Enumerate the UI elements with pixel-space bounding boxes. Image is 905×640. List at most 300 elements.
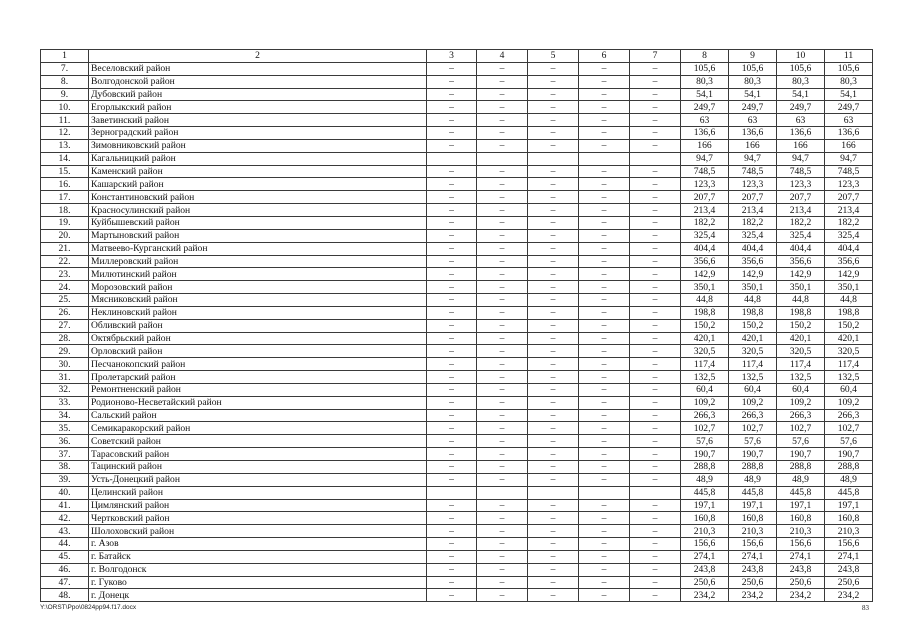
value-cell: 156,6 xyxy=(777,538,825,551)
value-cell: 48,9 xyxy=(777,473,825,486)
table-row xyxy=(41,332,873,345)
value-cell: 132,5 xyxy=(825,371,873,384)
empty-value-cell: – xyxy=(477,576,528,589)
empty-value-cell: – xyxy=(528,127,579,140)
empty-value-cell: – xyxy=(528,461,579,474)
district-name: Матвеево-Курганский район xyxy=(89,242,427,255)
empty-value-cell xyxy=(427,486,477,499)
value-cell: 117,4 xyxy=(777,358,825,371)
value-cell: 80,3 xyxy=(729,75,777,88)
value-cell: 207,7 xyxy=(777,191,825,204)
empty-value-cell: – xyxy=(427,473,477,486)
empty-value-cell: – xyxy=(579,281,630,294)
row-number: 8. xyxy=(41,75,89,88)
table-row xyxy=(41,216,873,229)
value-cell: 250,6 xyxy=(825,576,873,589)
row-number: 42. xyxy=(41,512,89,525)
value-cell: 213,4 xyxy=(825,204,873,217)
empty-value-cell: – xyxy=(630,409,681,422)
table-row xyxy=(41,461,873,474)
value-cell: 250,6 xyxy=(729,576,777,589)
empty-value-cell: – xyxy=(528,371,579,384)
value-cell: 325,4 xyxy=(777,229,825,242)
value-cell: 198,8 xyxy=(825,306,873,319)
empty-value-cell xyxy=(579,486,630,499)
value-cell: 445,8 xyxy=(777,486,825,499)
district-name: Милютинский район xyxy=(89,268,427,281)
header-cell: 6 xyxy=(579,50,630,63)
table-row xyxy=(41,75,873,88)
empty-value-cell: – xyxy=(427,538,477,551)
empty-value-cell: – xyxy=(528,396,579,409)
value-cell: 150,2 xyxy=(729,319,777,332)
value-cell: 182,2 xyxy=(825,216,873,229)
row-number: 33. xyxy=(41,396,89,409)
value-cell: 60,4 xyxy=(729,383,777,396)
header-cell: 8 xyxy=(681,50,729,63)
empty-value-cell: – xyxy=(528,409,579,422)
district-name: Морозовский район xyxy=(89,281,427,294)
value-cell: 445,8 xyxy=(681,486,729,499)
value-cell: 150,2 xyxy=(825,319,873,332)
empty-value-cell: – xyxy=(427,396,477,409)
value-cell: 420,1 xyxy=(681,332,729,345)
empty-value-cell: – xyxy=(630,178,681,191)
row-number: 17. xyxy=(41,191,89,204)
empty-value-cell: – xyxy=(427,512,477,525)
empty-value-cell: – xyxy=(630,88,681,101)
value-cell: 320,5 xyxy=(777,345,825,358)
empty-value-cell: – xyxy=(630,576,681,589)
value-cell: 249,7 xyxy=(825,101,873,114)
empty-value-cell: – xyxy=(630,525,681,538)
table-row xyxy=(41,358,873,371)
district-name: Целинский район xyxy=(89,486,427,499)
value-cell: 288,8 xyxy=(729,461,777,474)
empty-value-cell: – xyxy=(427,268,477,281)
empty-value-cell: – xyxy=(477,139,528,152)
value-cell: 156,6 xyxy=(825,538,873,551)
table-row xyxy=(41,229,873,242)
header-cell: 1 xyxy=(41,50,89,63)
empty-value-cell: – xyxy=(427,563,477,576)
value-cell: 274,1 xyxy=(777,550,825,563)
empty-value-cell: – xyxy=(477,473,528,486)
table-row xyxy=(41,371,873,384)
empty-value-cell: – xyxy=(579,422,630,435)
empty-value-cell xyxy=(528,486,579,499)
empty-value-cell: – xyxy=(427,255,477,268)
row-number: 13. xyxy=(41,139,89,152)
table-row xyxy=(41,62,873,75)
empty-value-cell: – xyxy=(630,268,681,281)
empty-value-cell xyxy=(477,486,528,499)
value-cell: 404,4 xyxy=(777,242,825,255)
empty-value-cell: – xyxy=(427,178,477,191)
row-number: 9. xyxy=(41,88,89,101)
value-cell: 142,9 xyxy=(825,268,873,281)
empty-value-cell: – xyxy=(528,538,579,551)
row-number: 26. xyxy=(41,306,89,319)
empty-value-cell: – xyxy=(427,371,477,384)
value-cell: 105,6 xyxy=(681,62,729,75)
empty-value-cell: – xyxy=(477,127,528,140)
empty-value-cell: – xyxy=(427,229,477,242)
empty-value-cell: – xyxy=(528,358,579,371)
empty-value-cell: – xyxy=(477,319,528,332)
empty-value-cell: – xyxy=(427,139,477,152)
value-cell: 80,3 xyxy=(681,75,729,88)
empty-value-cell: – xyxy=(427,165,477,178)
empty-value-cell: – xyxy=(427,589,477,602)
value-cell: 325,4 xyxy=(729,229,777,242)
value-cell: 54,1 xyxy=(681,88,729,101)
value-cell: 243,8 xyxy=(825,563,873,576)
value-cell: 132,5 xyxy=(681,371,729,384)
value-cell: 234,2 xyxy=(729,589,777,602)
value-cell: 404,4 xyxy=(825,242,873,255)
empty-value-cell: – xyxy=(579,589,630,602)
empty-value-cell: – xyxy=(477,255,528,268)
empty-value-cell: – xyxy=(528,255,579,268)
empty-value-cell: – xyxy=(528,435,579,448)
empty-value-cell: – xyxy=(528,383,579,396)
value-cell: 274,1 xyxy=(681,550,729,563)
district-name: Зерноградский район xyxy=(89,127,427,140)
value-cell: 105,6 xyxy=(825,62,873,75)
table-row xyxy=(41,396,873,409)
value-cell: 102,7 xyxy=(777,422,825,435)
empty-value-cell: – xyxy=(528,75,579,88)
row-number: 39. xyxy=(41,473,89,486)
value-cell: 132,5 xyxy=(777,371,825,384)
value-cell: 48,9 xyxy=(825,473,873,486)
table-row xyxy=(41,88,873,101)
empty-value-cell: – xyxy=(579,88,630,101)
value-cell: 748,5 xyxy=(681,165,729,178)
district-name: Мясниковский район xyxy=(89,294,427,307)
empty-value-cell: – xyxy=(579,191,630,204)
empty-value-cell: – xyxy=(528,345,579,358)
value-cell: 105,6 xyxy=(729,62,777,75)
header-cell: 9 xyxy=(729,50,777,63)
empty-value-cell: – xyxy=(630,332,681,345)
district-name: г. Донецк xyxy=(89,589,427,602)
row-number: 38. xyxy=(41,461,89,474)
empty-value-cell: – xyxy=(477,461,528,474)
empty-value-cell: – xyxy=(579,435,630,448)
empty-value-cell: – xyxy=(630,294,681,307)
table-row xyxy=(41,448,873,461)
empty-value-cell: – xyxy=(579,512,630,525)
table-row xyxy=(41,152,873,165)
empty-value-cell: – xyxy=(427,576,477,589)
row-number: 48. xyxy=(41,589,89,602)
value-cell: 190,7 xyxy=(681,448,729,461)
row-number: 20. xyxy=(41,229,89,242)
empty-value-cell: – xyxy=(477,383,528,396)
empty-value-cell: – xyxy=(630,255,681,268)
value-cell: 190,7 xyxy=(825,448,873,461)
empty-value-cell xyxy=(630,152,681,165)
empty-value-cell: – xyxy=(630,550,681,563)
value-cell: 63 xyxy=(729,114,777,127)
empty-value-cell: – xyxy=(528,448,579,461)
empty-value-cell: – xyxy=(477,165,528,178)
empty-value-cell: – xyxy=(579,550,630,563)
empty-value-cell: – xyxy=(477,409,528,422)
empty-value-cell: – xyxy=(427,409,477,422)
district-name: Красносулинский район xyxy=(89,204,427,217)
district-name: Усть-Донецкий район xyxy=(89,473,427,486)
empty-value-cell: – xyxy=(579,268,630,281)
empty-value-cell: – xyxy=(477,525,528,538)
value-cell: 142,9 xyxy=(729,268,777,281)
district-name: Ремонтненский район xyxy=(89,383,427,396)
row-number: 15. xyxy=(41,165,89,178)
row-number: 12. xyxy=(41,127,89,140)
value-cell: 350,1 xyxy=(825,281,873,294)
value-cell: 356,6 xyxy=(777,255,825,268)
row-number: 37. xyxy=(41,448,89,461)
empty-value-cell: – xyxy=(528,294,579,307)
value-cell: 182,2 xyxy=(681,216,729,229)
empty-value-cell: – xyxy=(528,191,579,204)
empty-value-cell: – xyxy=(630,216,681,229)
empty-value-cell: – xyxy=(427,294,477,307)
value-cell: 198,8 xyxy=(681,306,729,319)
table-row xyxy=(41,409,873,422)
empty-value-cell: – xyxy=(579,473,630,486)
value-cell: 109,2 xyxy=(729,396,777,409)
empty-value-cell: – xyxy=(630,319,681,332)
data-table xyxy=(40,49,873,602)
empty-value-cell: – xyxy=(427,435,477,448)
value-cell: 117,4 xyxy=(729,358,777,371)
empty-value-cell: – xyxy=(579,229,630,242)
row-number: 43. xyxy=(41,525,89,538)
empty-value-cell: – xyxy=(630,589,681,602)
empty-value-cell: – xyxy=(579,114,630,127)
value-cell: 105,6 xyxy=(777,62,825,75)
value-cell: 356,6 xyxy=(729,255,777,268)
value-cell: 249,7 xyxy=(729,101,777,114)
value-cell: 60,4 xyxy=(777,383,825,396)
empty-value-cell: – xyxy=(579,242,630,255)
empty-value-cell: – xyxy=(477,435,528,448)
empty-value-cell: – xyxy=(427,422,477,435)
value-cell: 44,8 xyxy=(825,294,873,307)
empty-value-cell: – xyxy=(579,101,630,114)
district-name: Куйбышевский район xyxy=(89,216,427,229)
empty-value-cell: – xyxy=(477,191,528,204)
empty-value-cell: – xyxy=(477,268,528,281)
value-cell: 136,6 xyxy=(777,127,825,140)
district-name: Заветинский район xyxy=(89,114,427,127)
empty-value-cell: – xyxy=(477,371,528,384)
empty-value-cell: – xyxy=(477,345,528,358)
empty-value-cell: – xyxy=(477,178,528,191)
district-name: Кагальницкий район xyxy=(89,152,427,165)
table-row xyxy=(41,127,873,140)
value-cell: 748,5 xyxy=(825,165,873,178)
value-cell: 197,1 xyxy=(777,499,825,512)
empty-value-cell: – xyxy=(579,345,630,358)
table-row xyxy=(41,422,873,435)
value-cell: 182,2 xyxy=(777,216,825,229)
empty-value-cell: – xyxy=(579,525,630,538)
empty-value-cell: – xyxy=(477,499,528,512)
empty-value-cell: – xyxy=(528,268,579,281)
row-number: 14. xyxy=(41,152,89,165)
value-cell: 44,8 xyxy=(681,294,729,307)
value-cell: 210,3 xyxy=(729,525,777,538)
empty-value-cell: – xyxy=(630,62,681,75)
table-row xyxy=(41,178,873,191)
row-number: 36. xyxy=(41,435,89,448)
empty-value-cell: – xyxy=(528,216,579,229)
value-cell: 160,8 xyxy=(681,512,729,525)
row-number: 24. xyxy=(41,281,89,294)
empty-value-cell: – xyxy=(427,448,477,461)
empty-value-cell: – xyxy=(630,306,681,319)
empty-value-cell: – xyxy=(427,461,477,474)
district-name: г. Волгодонск xyxy=(89,563,427,576)
value-cell: 210,3 xyxy=(681,525,729,538)
value-cell: 320,5 xyxy=(681,345,729,358)
empty-value-cell: – xyxy=(579,563,630,576)
district-name: г. Гуково xyxy=(89,576,427,589)
value-cell: 748,5 xyxy=(777,165,825,178)
value-cell: 350,1 xyxy=(681,281,729,294)
value-cell: 109,2 xyxy=(681,396,729,409)
value-cell: 249,7 xyxy=(681,101,729,114)
empty-value-cell: – xyxy=(528,114,579,127)
empty-value-cell xyxy=(477,152,528,165)
empty-value-cell: – xyxy=(477,422,528,435)
empty-value-cell: – xyxy=(477,396,528,409)
empty-value-cell: – xyxy=(579,216,630,229)
value-cell: 63 xyxy=(777,114,825,127)
empty-value-cell: – xyxy=(579,396,630,409)
row-number: 25. xyxy=(41,294,89,307)
value-cell: 288,8 xyxy=(777,461,825,474)
empty-value-cell: – xyxy=(579,319,630,332)
value-cell: 748,5 xyxy=(729,165,777,178)
table-row xyxy=(41,319,873,332)
table-row xyxy=(41,383,873,396)
value-cell: 234,2 xyxy=(777,589,825,602)
table-row xyxy=(41,101,873,114)
empty-value-cell: – xyxy=(579,409,630,422)
value-cell: 160,8 xyxy=(729,512,777,525)
empty-value-cell: – xyxy=(579,294,630,307)
value-cell: 190,7 xyxy=(777,448,825,461)
value-cell: 197,1 xyxy=(729,499,777,512)
empty-value-cell: – xyxy=(630,499,681,512)
empty-value-cell: – xyxy=(630,473,681,486)
value-cell: 166 xyxy=(777,139,825,152)
value-cell: 445,8 xyxy=(825,486,873,499)
value-cell: 150,2 xyxy=(777,319,825,332)
district-name: Шолоховский район xyxy=(89,525,427,538)
footer-file-path: Y:\ORST\Ppo\0824pp94.f17.docx xyxy=(40,604,137,611)
value-cell: 274,1 xyxy=(729,550,777,563)
empty-value-cell: – xyxy=(427,345,477,358)
district-name: Дубовский район xyxy=(89,88,427,101)
value-cell: 54,1 xyxy=(777,88,825,101)
table-row xyxy=(41,550,873,563)
empty-value-cell xyxy=(579,152,630,165)
empty-value-cell: – xyxy=(630,139,681,152)
empty-value-cell: – xyxy=(477,563,528,576)
table-row xyxy=(41,191,873,204)
value-cell: 420,1 xyxy=(777,332,825,345)
page-number: 83 xyxy=(862,604,869,612)
value-cell: 102,7 xyxy=(729,422,777,435)
value-cell: 266,3 xyxy=(681,409,729,422)
district-name: Пролетарский район xyxy=(89,371,427,384)
row-number: 30. xyxy=(41,358,89,371)
empty-value-cell: – xyxy=(579,255,630,268)
district-name: Обливский район xyxy=(89,319,427,332)
district-name: Мартыновский район xyxy=(89,229,427,242)
value-cell: 213,4 xyxy=(729,204,777,217)
table-row xyxy=(41,281,873,294)
empty-value-cell: – xyxy=(630,281,681,294)
row-number: 35. xyxy=(41,422,89,435)
value-cell: 166 xyxy=(681,139,729,152)
empty-value-cell: – xyxy=(427,204,477,217)
district-name: Волгодонской район xyxy=(89,75,427,88)
value-cell: 249,7 xyxy=(777,101,825,114)
empty-value-cell: – xyxy=(477,358,528,371)
empty-value-cell: – xyxy=(630,461,681,474)
table-row xyxy=(41,139,873,152)
row-number: 31. xyxy=(41,371,89,384)
value-cell: 44,8 xyxy=(777,294,825,307)
empty-value-cell: – xyxy=(528,473,579,486)
empty-value-cell: – xyxy=(427,75,477,88)
empty-value-cell: – xyxy=(579,332,630,345)
table-row xyxy=(41,512,873,525)
district-name: Орловский район xyxy=(89,345,427,358)
empty-value-cell: – xyxy=(630,165,681,178)
row-number: 10. xyxy=(41,101,89,114)
header-cell: 4 xyxy=(477,50,528,63)
row-number: 29. xyxy=(41,345,89,358)
row-number: 40. xyxy=(41,486,89,499)
value-cell: 156,6 xyxy=(681,538,729,551)
value-cell: 266,3 xyxy=(729,409,777,422)
row-number: 27. xyxy=(41,319,89,332)
empty-value-cell: – xyxy=(630,101,681,114)
value-cell: 57,6 xyxy=(681,435,729,448)
empty-value-cell: – xyxy=(579,371,630,384)
empty-value-cell: – xyxy=(630,191,681,204)
empty-value-cell: – xyxy=(477,512,528,525)
value-cell: 57,6 xyxy=(777,435,825,448)
empty-value-cell: – xyxy=(477,242,528,255)
empty-value-cell: – xyxy=(528,576,579,589)
table-row xyxy=(41,294,873,307)
empty-value-cell: – xyxy=(528,319,579,332)
row-number: 18. xyxy=(41,204,89,217)
district-name: Неклиновский район xyxy=(89,306,427,319)
value-cell: 420,1 xyxy=(825,332,873,345)
empty-value-cell: – xyxy=(528,178,579,191)
empty-value-cell: – xyxy=(630,345,681,358)
